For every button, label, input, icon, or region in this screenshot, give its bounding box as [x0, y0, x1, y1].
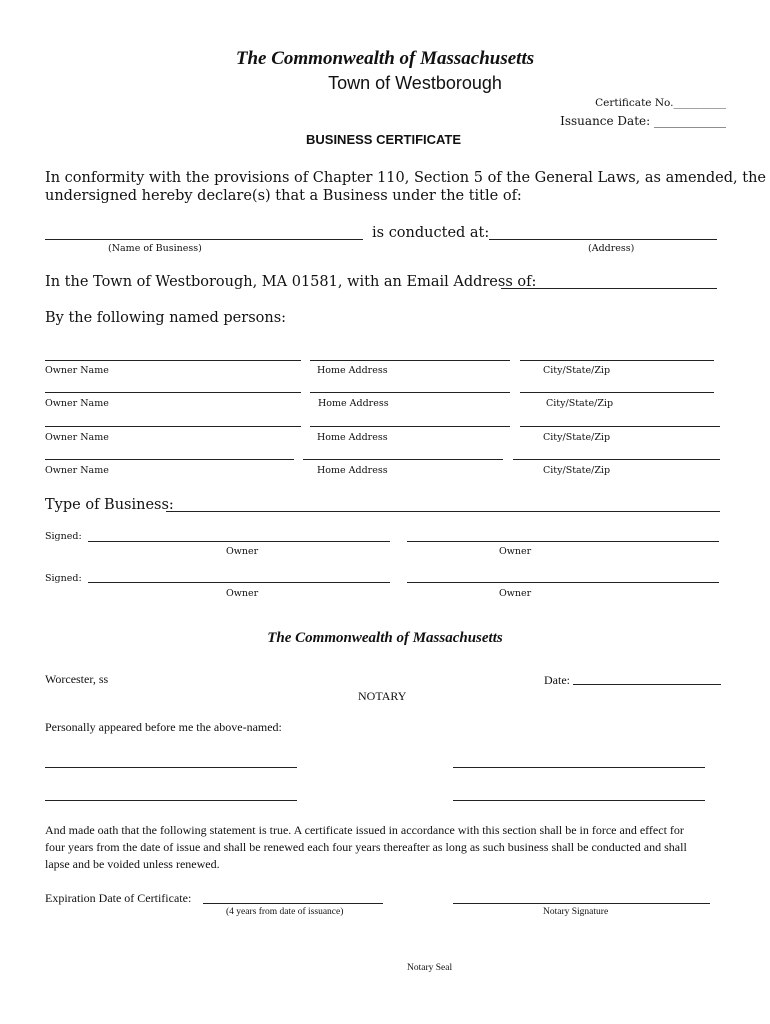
county-label: Worcester, ss	[45, 672, 109, 686]
document-title: BUSINESS CERTIFICATE	[306, 132, 462, 147]
oath-text-line-2: four years from the date of issue and shall be renewed each four years thereafter as long as such business shall be conducted and shall	[45, 840, 687, 854]
signed-label: Signed:	[45, 573, 82, 584]
notary-commonwealth-heading: The Commonwealth of Massachusetts	[267, 630, 503, 646]
certificate-number: Certificate No.__________	[595, 97, 726, 109]
owner-signature-field-4[interactable]	[407, 582, 719, 583]
owner-3-name-field[interactable]	[45, 426, 301, 427]
owner-caption: Owner	[226, 588, 259, 599]
expiration-caption: (4 years from date of issuance)	[226, 907, 344, 917]
notary-seal-label: Notary Seal	[407, 963, 453, 973]
city-state-zip-caption: City/State/Zip	[546, 398, 614, 409]
notary-signature-caption: Notary Signature	[543, 907, 609, 917]
home-address-caption: Home Address	[317, 432, 388, 443]
owner-caption: Owner	[226, 546, 259, 557]
commonwealth-heading: The Commonwealth of Massachusetts	[235, 48, 535, 69]
business-name-field[interactable]	[45, 239, 363, 240]
owner-1-address-field[interactable]	[310, 360, 510, 361]
owner-2-city-field[interactable]	[520, 392, 714, 393]
owner-4-address-field[interactable]	[303, 459, 503, 460]
city-state-zip-caption: City/State/Zip	[543, 465, 611, 476]
owner-name-caption: Owner Name	[45, 465, 109, 476]
home-address-caption: Home Address	[317, 465, 388, 476]
type-of-business-label: Type of Business:	[45, 497, 174, 513]
oath-text-line-1: And made oath that the following statement is true. A certificate issued in accordance with this section shall be in force and effect for	[45, 823, 684, 837]
signed-label: Signed:	[45, 531, 82, 542]
notary-title: NOTARY	[358, 689, 407, 703]
notary-date-label: Date:	[544, 673, 570, 687]
name-of-business-caption: (Name of Business)	[108, 243, 202, 254]
owner-name-caption: Owner Name	[45, 365, 109, 376]
personally-appeared-text: Personally appeared before me the above-named:	[45, 720, 282, 734]
owner-caption: Owner	[499, 546, 532, 557]
appeared-name-field-1[interactable]	[45, 767, 297, 768]
appeared-name-field-2[interactable]	[453, 767, 705, 768]
intro-line-2: undersigned hereby declare(s) that a Business under the title of:	[45, 188, 522, 204]
owner-signature-field-3[interactable]	[88, 582, 390, 583]
intro-line-1: In conformity with the provisions of Chapter 110, Section 5 of the General Laws, as amended, the	[45, 170, 767, 186]
email-field[interactable]	[501, 288, 717, 289]
expiration-label: Expiration Date of Certificate:	[45, 891, 192, 905]
home-address-caption: Home Address	[318, 398, 389, 409]
conducted-at-label: is conducted at:	[372, 225, 490, 241]
notary-signature-field[interactable]	[453, 903, 710, 904]
owner-1-name-field[interactable]	[45, 360, 301, 361]
owner-4-name-field[interactable]	[45, 459, 294, 460]
address-caption: (Address)	[588, 243, 635, 254]
owner-2-name-field[interactable]	[45, 392, 301, 393]
owner-1-city-field[interactable]	[520, 360, 714, 361]
owner-name-caption: Owner Name	[45, 398, 109, 409]
city-state-zip-caption: City/State/Zip	[543, 432, 611, 443]
type-of-business-field[interactable]	[166, 511, 720, 512]
owner-3-city-field[interactable]	[520, 426, 720, 427]
owner-3-address-field[interactable]	[310, 426, 510, 427]
owner-4-city-field[interactable]	[513, 459, 720, 460]
owner-signature-field-2[interactable]	[407, 541, 719, 542]
owner-name-caption: Owner Name	[45, 432, 109, 443]
appeared-name-field-4[interactable]	[453, 800, 705, 801]
business-address-field[interactable]	[489, 239, 717, 240]
town-heading: Town of Westborough	[328, 73, 502, 93]
email-line-label: In the Town of Westborough, MA 01581, with an Email Address of:	[45, 274, 537, 290]
appeared-name-field-3[interactable]	[45, 800, 297, 801]
owner-caption: Owner	[499, 588, 532, 599]
notary-date-field[interactable]	[573, 684, 721, 685]
owner-2-address-field[interactable]	[310, 392, 510, 393]
expiration-date-field[interactable]	[203, 903, 383, 904]
owner-signature-field-1[interactable]	[88, 541, 390, 542]
home-address-caption: Home Address	[317, 365, 388, 376]
named-persons-label: By the following named persons:	[45, 310, 287, 326]
city-state-zip-caption: City/State/Zip	[543, 365, 611, 376]
oath-text-line-3: lapse and be voided unless renewed.	[45, 857, 220, 871]
issuance-date: Issuance Date: ____________	[560, 114, 726, 128]
